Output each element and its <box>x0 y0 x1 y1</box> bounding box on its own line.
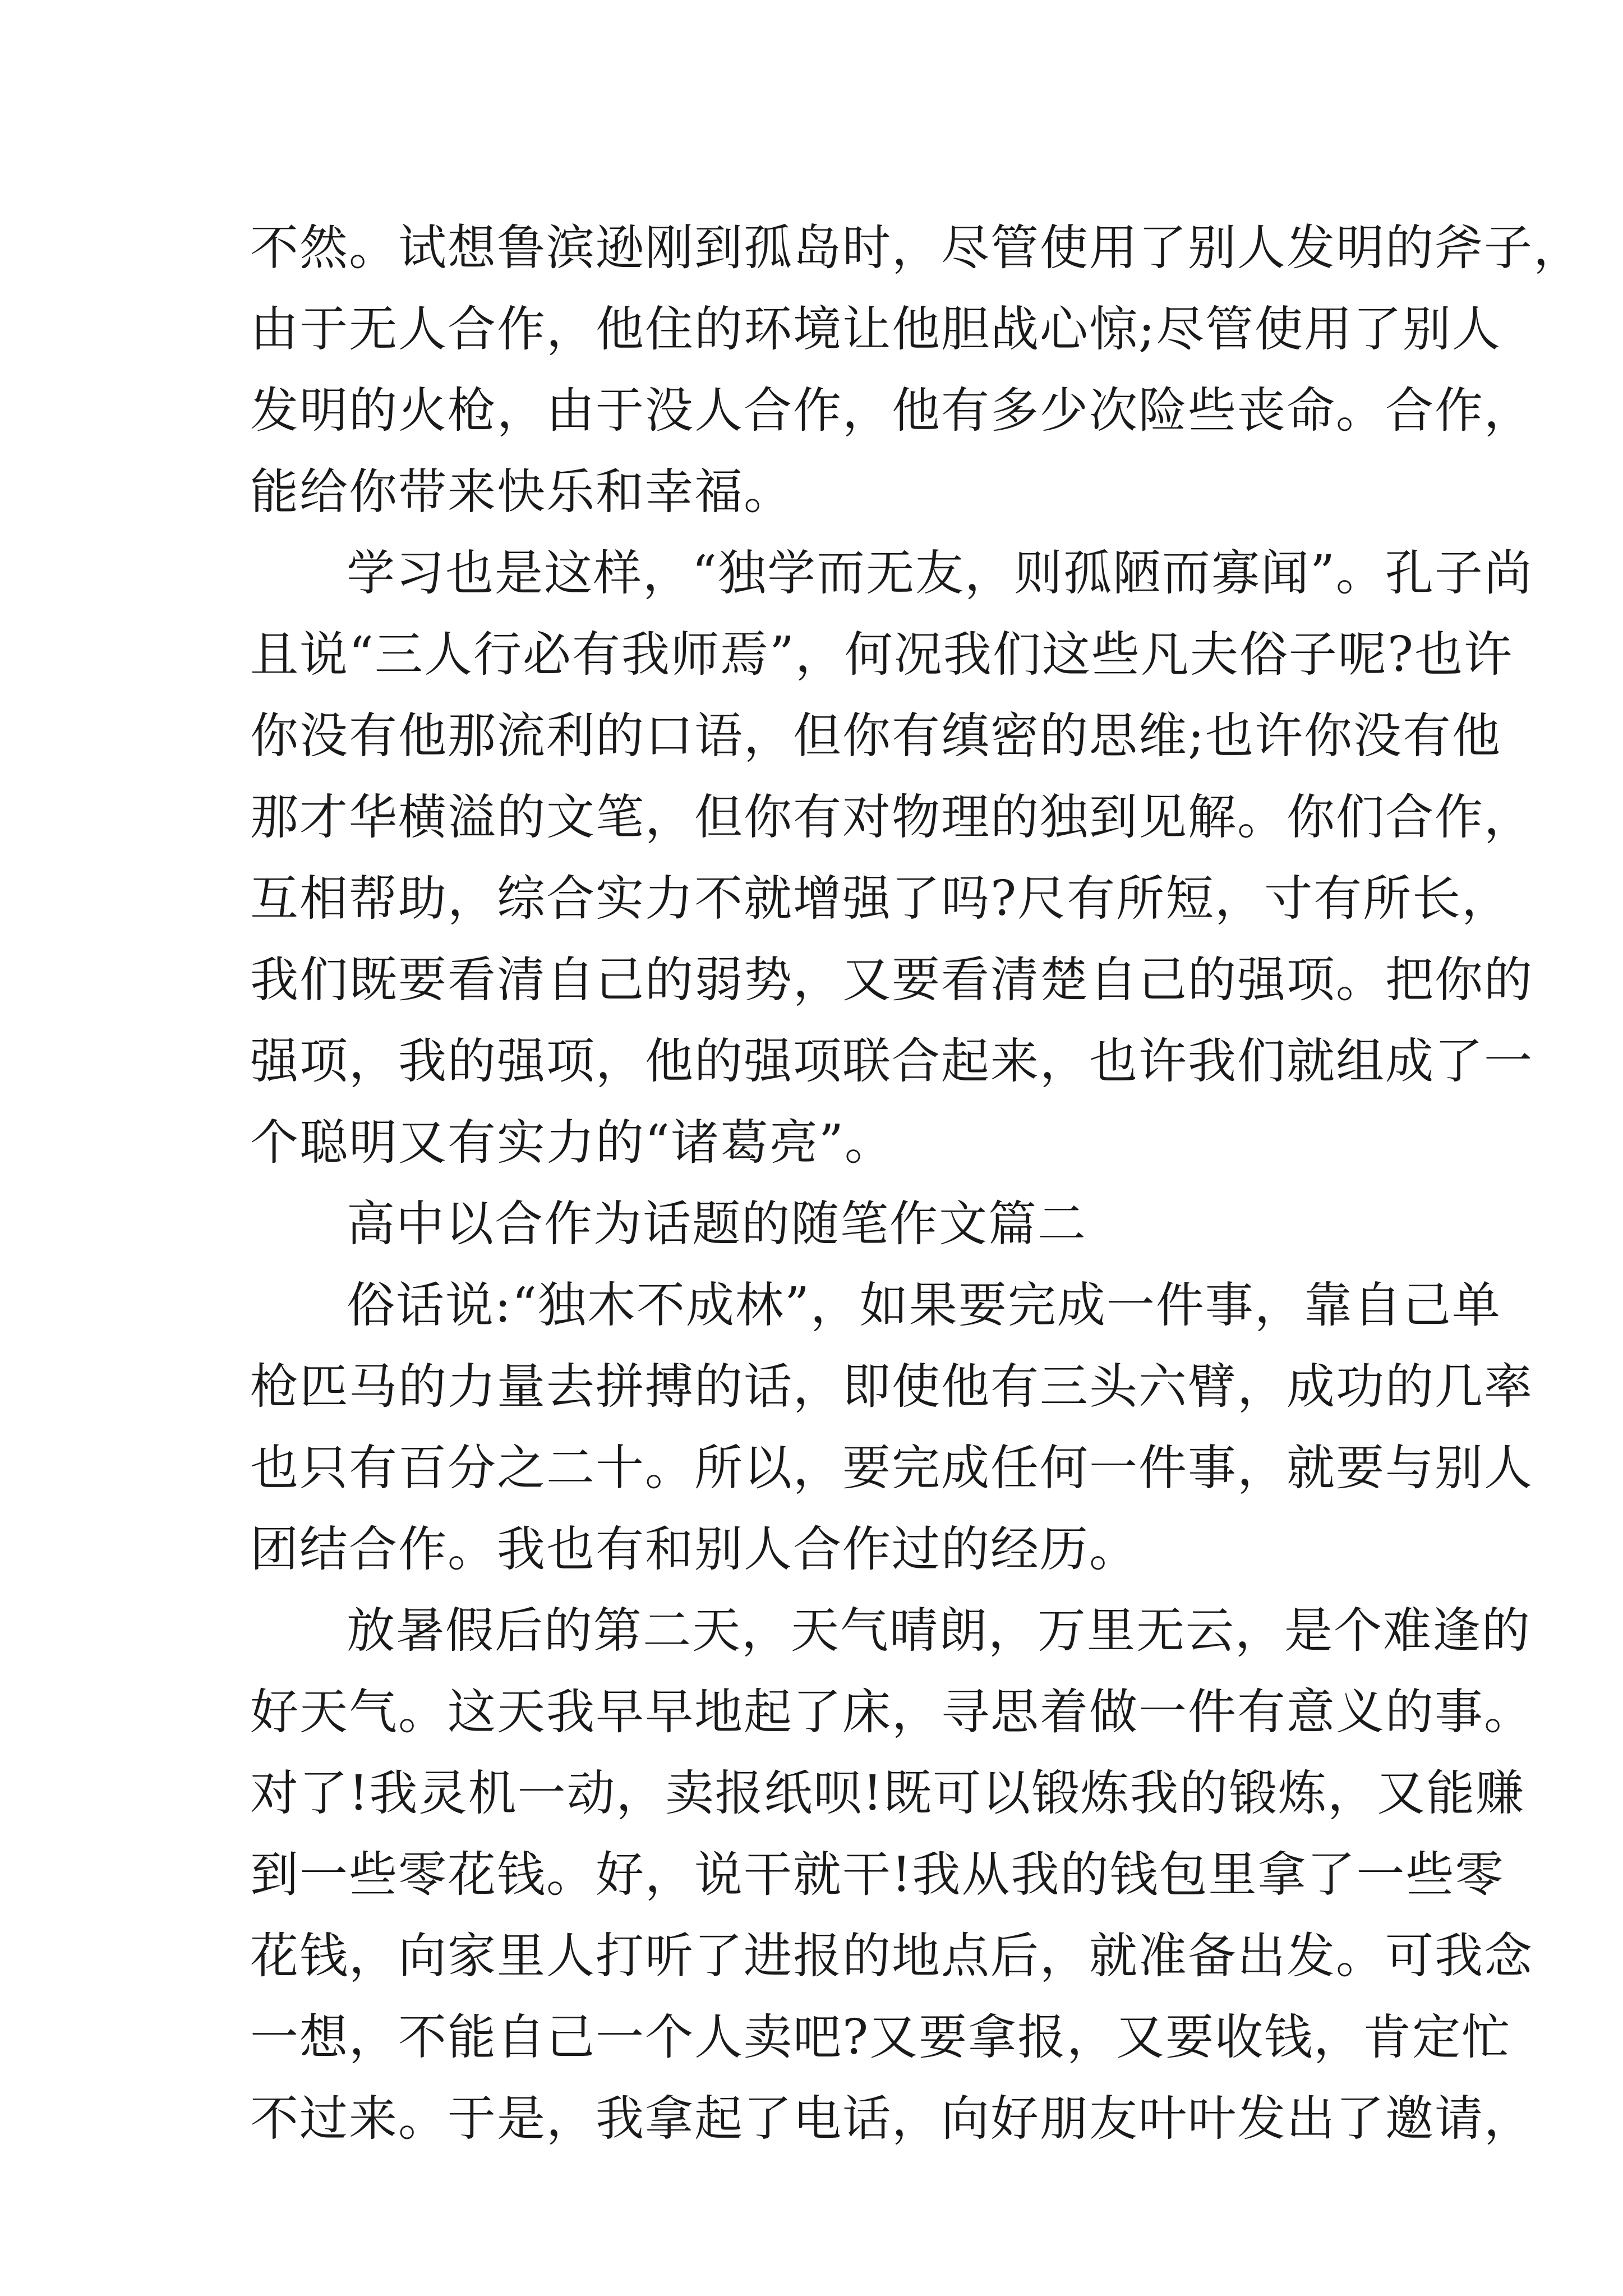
text-line: 能给你带来快乐和幸福。 <box>250 464 793 520</box>
text-line: 到一些零花钱。好，说干就干!我从我的钱包里拿了一些零 <box>250 1847 1505 1903</box>
text-line: 学习也是这样，“独学而无友，则孤陋而寡闻”。孔子尚 <box>347 545 1533 601</box>
paragraph <box>250 208 1583 533</box>
text-line: 你没有他那流利的口语，但你有缜密的思维;也许你没有他 <box>250 708 1501 764</box>
text-line: 俗话说:“独木不成林”，如果要完成一件事，靠自己单 <box>347 1277 1501 1333</box>
text-line: 我们既要看清自己的弱势，又要看清楚自己的强项。把你的 <box>250 952 1533 1008</box>
text-line: 互相帮助，综合实力不就增强了吗?尺有所短，寸有所长， <box>250 871 1511 927</box>
paragraph <box>250 1265 1533 1590</box>
text-line: 且说“三人行必有我师焉”，何况我们这些凡夫俗子呢?也许 <box>250 627 1514 683</box>
text-line: 也只有百分之二十。所以，要完成任何一件事，就要与别人 <box>250 1440 1533 1496</box>
text-line: 枪匹马的力量去拼搏的话，即使他有三头六臂，成功的几率 <box>250 1359 1533 1415</box>
text-line: 不然。试想鲁滨逊刚到孤岛时，尽管使用了别人发明的斧子， <box>250 220 1583 276</box>
text-line: 放暑假后的第二天，天气晴朗，万里无云，是个难逢的 <box>347 1603 1531 1659</box>
text-line: 团结合作。我也有和别人合作过的经历。 <box>250 1521 1138 1577</box>
section-heading: 高中以合作为话题的随笔作文篇二 <box>347 1196 1087 1252</box>
document-body <box>250 208 1583 2160</box>
text-line: 花钱，向家里人打听了进报的地点后，就准备出发。可我念 <box>250 1928 1533 1984</box>
text-line: 对了!我灵机一动，卖报纸呗!既可以锻炼我的锻炼，又能赚 <box>250 1765 1525 1821</box>
text-line: 由于无人合作，他住的环境让他胆战心惊;尽管使用了别人 <box>250 301 1501 357</box>
text-line: 发明的火枪，由于没人合作，他有多少次险些丧命。合作， <box>250 383 1533 439</box>
text-line: 一想，不能自己一个人卖吧?又要拿报，又要收钱，肯定忙 <box>250 2009 1511 2065</box>
text-line: 不过来。于是，我拿起了电话，向好朋友叶叶发出了邀请， <box>250 2091 1533 2147</box>
paragraph <box>250 1590 1533 2160</box>
paragraph <box>250 533 1533 1184</box>
text-line: 好天气。这天我早早地起了床，寻思着做一件有意义的事。 <box>250 1684 1533 1740</box>
text-line: 强项，我的强项，他的强项联合起来，也许我们就组成了一 <box>250 1033 1533 1089</box>
text-line: 个聪明又有实力的“诸葛亮”。 <box>250 1115 894 1171</box>
text-line: 那才华横溢的文笔，但你有对物理的独到见解。你们合作， <box>250 789 1533 845</box>
